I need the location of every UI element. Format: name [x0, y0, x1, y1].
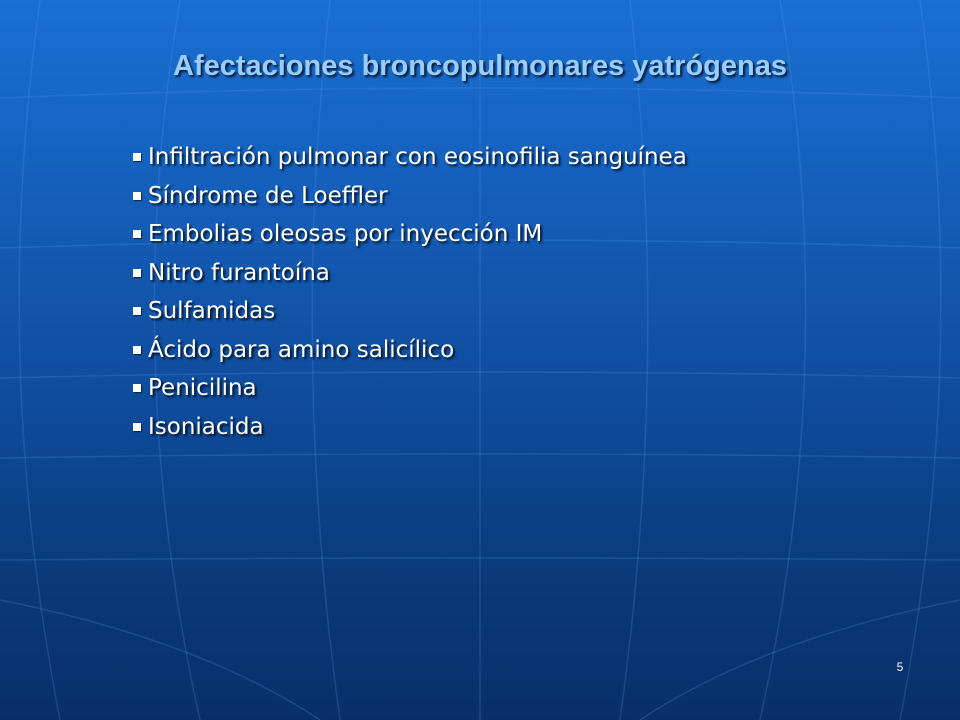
bullet-text: Síndrome de Loeffler [148, 182, 388, 209]
list-item [133, 215, 687, 254]
square-bullet-icon [133, 423, 141, 431]
bullet-text: Isoniacida [148, 413, 264, 440]
square-bullet-icon [133, 269, 141, 277]
bullet-text: Ácido para amino salicílico [148, 336, 455, 363]
square-bullet-icon [133, 192, 141, 200]
square-bullet-icon [133, 384, 141, 392]
slide-number: 5 [896, 660, 904, 674]
bullet-text: Infiltración pulmonar con eosinofilia sanguínea [148, 144, 687, 171]
square-bullet-icon [133, 307, 141, 315]
list-item [133, 138, 687, 177]
square-bullet-icon [133, 153, 141, 161]
list-item [133, 369, 687, 408]
list-item [133, 177, 687, 216]
list-item [133, 292, 687, 331]
list-item [133, 331, 687, 370]
bullet-text: Sulfamidas [148, 298, 276, 325]
square-bullet-icon [133, 230, 141, 238]
bullet-text: Penicilina [148, 375, 257, 402]
list-item [133, 408, 687, 447]
bullet-text: Nitro furantoína [148, 259, 330, 286]
bullet-list [133, 138, 687, 446]
square-bullet-icon [133, 346, 141, 354]
slide-title: Afectaciones broncopulmonares yatrógenas [173, 50, 787, 82]
bullet-text: Embolias oleosas por inyección IM [148, 221, 543, 248]
list-item [133, 254, 687, 293]
